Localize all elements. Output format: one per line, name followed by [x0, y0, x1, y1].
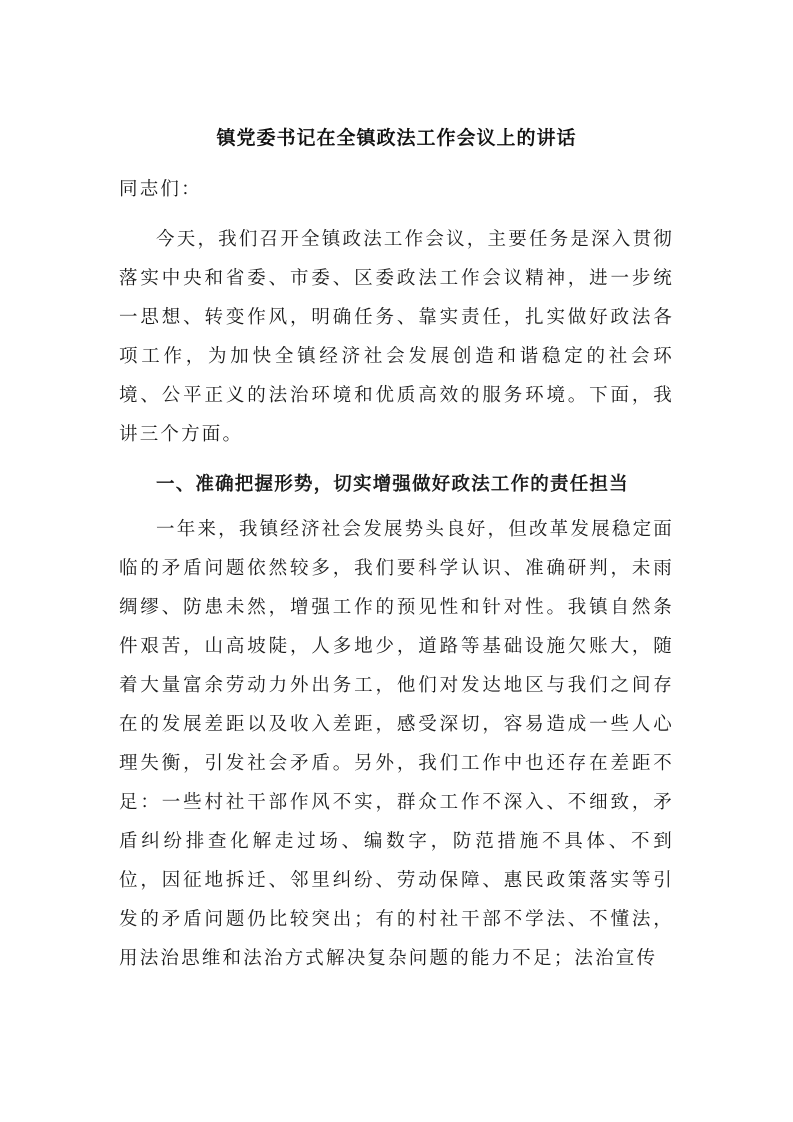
- document-body: [119, 170, 674, 978]
- document-title: 镇党委书记在全镇政法工作会议上的讲话: [216, 127, 577, 149]
- section-paragraph: 一年来，我镇经济社会发展势头良好，但改革发展稳定面临的矛盾问题依然较多，我们要科学认识、准确研判，未雨绸缪、防患未然，增强工作的预见性和针对性。我镇自然条件艰苦，山高坡陡，人多地少，道路等基础设施欠账大，随着大量富余劳动力外出务工，他们对发达地区与我们之间存在的发展差距以及收入差距，感受深切，容易造成一些人心理失衡，引发社会矛盾。另外，我们工作中也还存在差距不足：一些村社干部作风不实，群众工作不深入、不细致，矛盾纠纷排查化解走过场、编数字，防范措施不具体、不到位，因征地拆迁、邻里纠纷、劳动保障、惠民政策落实等引发的矛盾问题仍比较突出；有的村社干部不学法、不懂法，用法治思维和法治方式解决复杂问题的能力不足；法治宣传: [119, 519, 674, 969]
- intro-paragraph: 今天，我们召开全镇政法工作会议，主要任务是深入贯彻落实中央和省委、市委、区委政法工作会议精神，进一步统一思想、转变作风，明确任务、靠实责任，扎实做好政法各项工作，为加快全镇经济社会发展创造和谐稳定的社会环境、公平正义的法治环境和优质高效的服务环境。下面，我讲三个方面。: [119, 229, 674, 445]
- section-heading: 一、准确把握形势，切实增强做好政法工作的责任担当: [156, 474, 629, 495]
- salutation: 同志们：: [119, 179, 202, 200]
